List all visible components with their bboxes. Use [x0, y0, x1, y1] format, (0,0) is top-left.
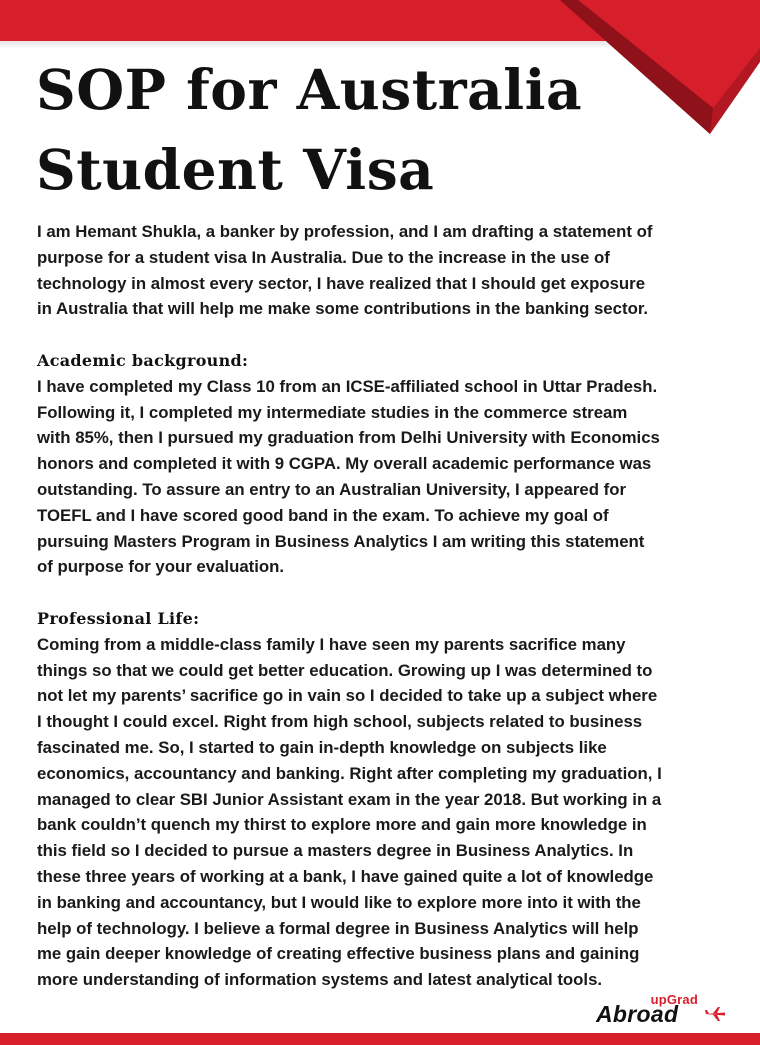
logo-abroad-text: Abroad — [596, 1001, 679, 1027]
bottom-red-band — [0, 1033, 760, 1045]
intro-line: purpose for a student visa In Australia. Due to the increase in the use of — [37, 247, 610, 267]
paragraph-gap — [37, 580, 727, 606]
professional-heading: Professional Life: — [37, 608, 200, 628]
professional-line: Coming from a middle-class family I have seen my parents sacrifice many — [37, 634, 626, 654]
academic-line: pursuing Masters Program in Business Analytics I am writing this statement — [37, 531, 645, 551]
professional-line: more understanding of information systems and latest analytical tools. — [37, 970, 603, 990]
academic-line: Following it, I completed my intermediate studies in the commerce stream — [37, 402, 628, 422]
professional-line: bank couldn’t quench my thirst to explore more and gain more knowledge in — [37, 815, 647, 835]
title-line-1: SOP for Australia — [36, 57, 583, 122]
professional-line: managed to clear SBI Junior Assistant exam in the year 2018. But working in a — [37, 789, 662, 809]
professional-line: this field so I decided to pursue a masters degree in Business Analytics. In — [37, 841, 634, 861]
paragraph-gap — [37, 322, 727, 348]
sop-body — [37, 219, 727, 993]
intro-line: in Australia that will help me make some contributions in the banking sector. — [37, 299, 649, 319]
logo-upgrad-text: upGrad — [650, 992, 698, 1007]
academic-section — [37, 348, 727, 580]
page-title — [36, 50, 656, 210]
intro-paragraph — [37, 219, 727, 322]
professional-line: fascinated me. So, I started to gain in-depth knowledge on subjects like — [37, 737, 607, 757]
academic-heading: Academic background: — [37, 350, 249, 370]
professional-line: I thought I could excel. Right from high school, subjects related to business — [37, 712, 643, 732]
professional-line: these three years of working at a bank, I have gained quite a lot of knowledge — [37, 866, 654, 886]
academic-line: I have completed my Class 10 from an ICSE-affiliated school in Uttar Pradesh. — [37, 376, 658, 396]
professional-section — [37, 606, 727, 993]
academic-line: TOEFL and I have scored good band in the exam. To achieve my goal of — [37, 505, 609, 525]
professional-line: in banking and accountancy, but I would like to explore more into it with the — [37, 892, 641, 912]
professional-line: things so that we could get better education. Growing up I was determined to — [37, 660, 653, 680]
title-line-2: Student Visa — [36, 137, 435, 202]
intro-line: I am Hemant Shukla, a banker by profession, and I am drafting a statement of — [37, 222, 653, 241]
academic-line: with 85%, then I pursued my graduation from Delhi University with Economics — [37, 428, 660, 448]
professional-line: economics, accountancy and banking. Right after completing my graduation, I — [37, 763, 662, 783]
academic-line: outstanding. To assure an entry to an Australian University, I appeared for — [37, 479, 627, 499]
professional-line: not let my parents’ sacrifice go in vain so I decided to take up a subject where — [37, 686, 658, 706]
academic-line: of purpose for your evaluation. — [37, 557, 285, 577]
professional-line: help of technology. I believe a formal degree in Business Analytics will help — [37, 918, 639, 938]
upgrad-abroad-logo — [596, 992, 726, 1030]
intro-line: technology in almost every sector, I have realized that I should get exposure — [37, 273, 646, 293]
academic-line: honors and completed it with 9 CGPA. My overall academic performance was — [37, 454, 652, 474]
professional-line: me gain deeper knowledge of creating effective business plans and gaining — [37, 944, 640, 964]
airplane-icon — [704, 1006, 726, 1022]
